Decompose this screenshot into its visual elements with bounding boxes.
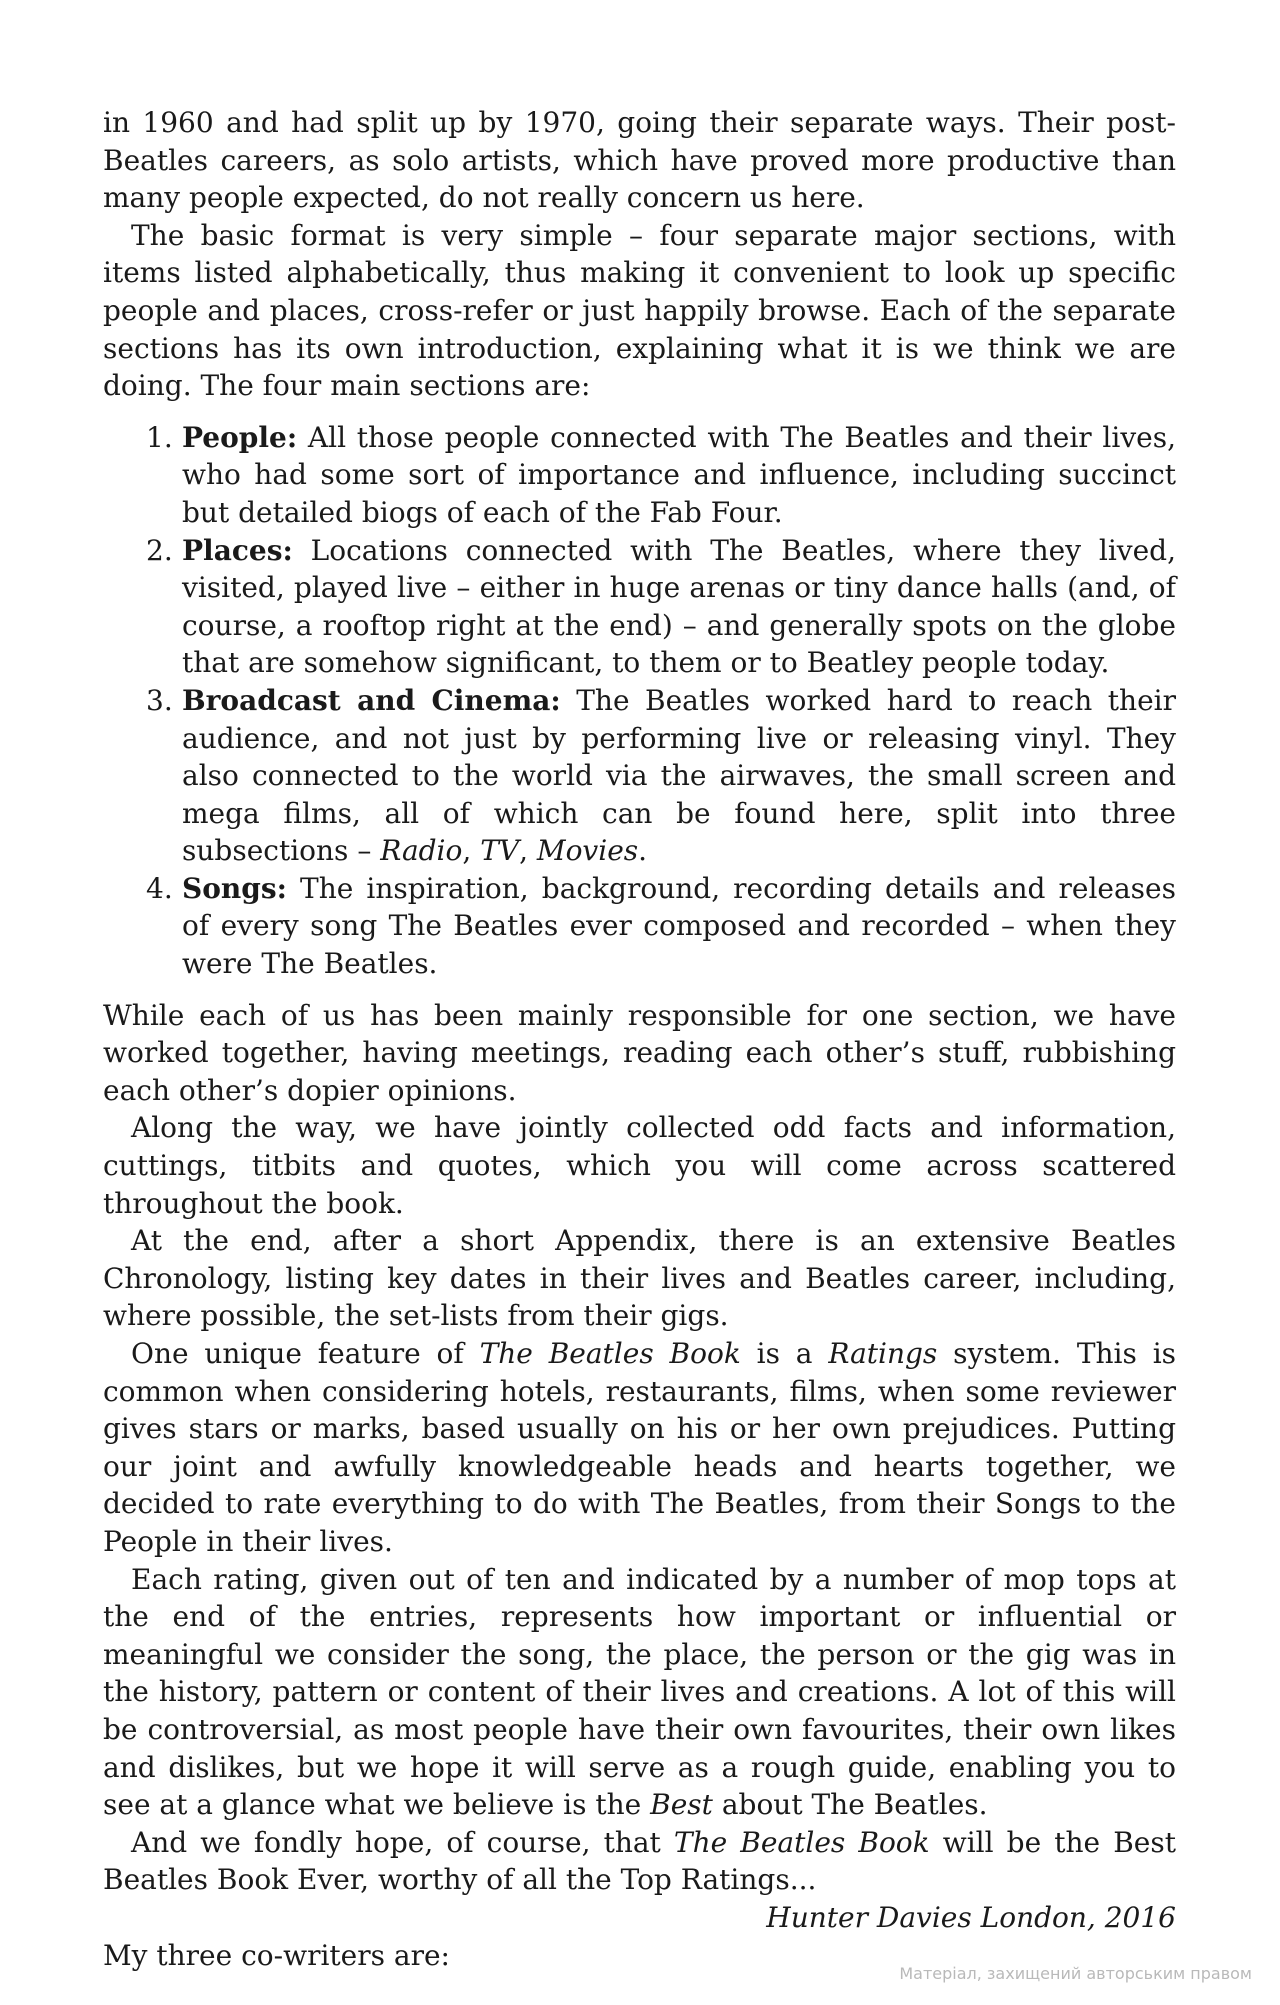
text-run: Each rating, given out of ten and indicated by a number of mop tops at the end of the entries, represents how important or influential or meaningful we consider the song, the place, the person or the gig was in the history, pattern or content of their lives and creations. A lot of this will be controversial, as most people have their own favourites, their own likes and dislikes, but we hope it will serve as a rough guide, enabling you to see at a glance what we believe is the: [103, 1562, 1176, 1822]
list-item-label: People:: [182, 420, 298, 454]
text-run: about The Beatles.: [712, 1788, 988, 1822]
list-item: [146, 682, 1176, 870]
paragraph-4: Along the way, we have jointly collected odd facts and information, cuttings, titbits and quotes, which you will come across scattered throughout the book.: [103, 1111, 1176, 1220]
paragraph-6: [103, 1335, 1176, 1561]
page-body: [103, 104, 1176, 1974]
list-item-text: All those people connected with The Beatles and their lives, who had some sort of importance and influence, including succinct but detailed biogs of each of the Fab Four.: [182, 420, 1176, 529]
list-item: [146, 419, 1176, 532]
list-item-label: Places:: [182, 533, 293, 567]
subsection-radio: Radio: [380, 834, 463, 868]
subsection-movies: Movies: [536, 834, 639, 868]
book-title: The Beatles Book: [479, 1337, 741, 1370]
best-term: Best: [650, 1788, 713, 1822]
list-item-text: Locations connected with The Beatles, where they lived, visited, played live – either in huge arenas or tiny dance halls (and, of course, a rooftop right at the end) – and generally spots on the globe that are somehow significant, to them or to Beatley people today.: [182, 533, 1176, 680]
paragraph-5: At the end, after a short Appendix, there is an extensive Beatles Chronology, listing key dates in their lives and Beatles career, including, where possible, the set-lists from their gigs.: [103, 1224, 1176, 1333]
list-item-label: Songs:: [182, 871, 287, 905]
text-run: system. This is common when considering hotels, restaurants, films, when some reviewer gives stars or marks, based usually on his or her own prejudices. Putting our joint and awfully knowledgeable heads and hearts together, we decided to rate everything to do with The Beatles, from their Songs to the People in their lives.: [103, 1337, 1177, 1558]
copyright-watermark: Матеріал, захищений авторським правом: [899, 1964, 1252, 1983]
paragraph-1: in 1960 and had split up by 1970, going their separate ways. Their post-Beatles careers, as solo artists, which have proved more productive than many people expected, do not really concern us here.: [103, 106, 1176, 215]
text-run: is a: [740, 1337, 829, 1370]
cowriters-intro: My three co-writers are:: [103, 1938, 450, 1972]
author-signature: Hunter Davies London, 2016: [766, 1900, 1176, 1934]
list-item-text: The inspiration, background, recording details and releases of every song The Beatles ever composed and recorded – when they were The Beatles.: [182, 871, 1176, 981]
list-number: 1.: [146, 420, 173, 454]
text-run: will be the Best Beatles Book Ever, worthy of all the Top Ratings...: [103, 1825, 1176, 1897]
list-number: 4.: [146, 871, 173, 905]
paragraph-8: [103, 1824, 1176, 1899]
period: .: [638, 834, 648, 868]
list-number: 2.: [146, 533, 173, 567]
list-item-text: The Beatles worked hard to reach their audience, and not just by performing live or releasing vinyl. They also connected to the world via the airwaves, the small screen and mega films, all of which can be found here, split into three subsections –: [182, 683, 1176, 868]
paragraph-3: While each of us has been mainly responsible for one section, we have worked together, having meetings, reading each other’s stuff, rubbishing each other’s dopier opinions.: [103, 998, 1176, 1107]
list-item: [146, 532, 1176, 682]
text-run: And we fondly hope, of course, that: [131, 1825, 674, 1859]
book-title: The Beatles Book: [673, 1825, 930, 1859]
ratings-term: Ratings: [828, 1337, 938, 1370]
text-run: One unique feature of: [131, 1337, 480, 1370]
paragraph-7: [103, 1561, 1176, 1824]
list-item-label: Broadcast and Cinema:: [182, 683, 561, 717]
sections-list: [103, 419, 1176, 983]
list-item: [146, 870, 1176, 983]
list-number: 3.: [146, 683, 173, 717]
separator: ,: [519, 834, 537, 868]
subsection-tv: TV: [480, 834, 520, 868]
separator: ,: [462, 834, 481, 868]
paragraph-2: The basic format is very simple – four separate major sections, with items listed alphabetically, thus making it convenient to look up specific people and places, cross-refer or just happily browse. Each of the separate sections has its own introduction, explaining what it is we think we are doing. The four main sections are:: [103, 218, 1176, 403]
